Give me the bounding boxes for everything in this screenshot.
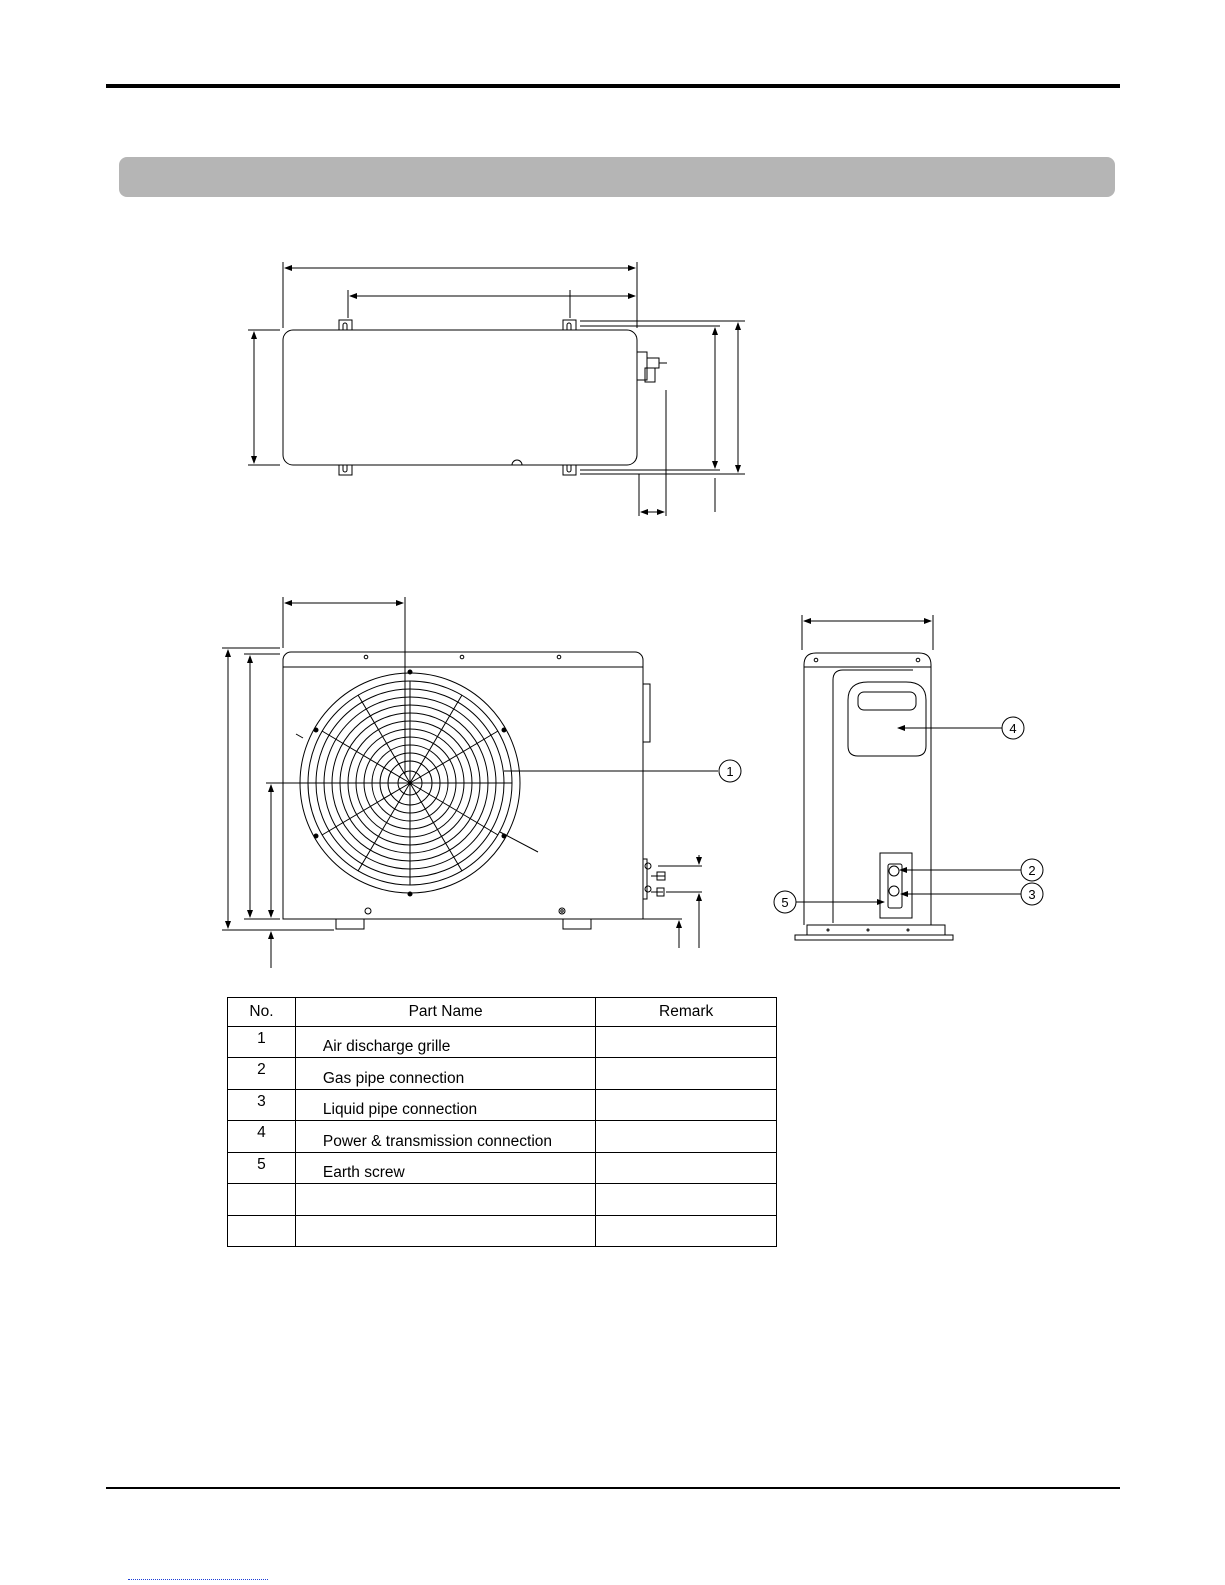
row-remark — [596, 1089, 777, 1121]
row-no: 3 — [228, 1089, 296, 1121]
callout-1-label: 1 — [726, 764, 734, 779]
row-no: 1 — [228, 1026, 296, 1058]
table-row — [228, 1121, 777, 1153]
parts-table — [227, 997, 777, 1247]
row-part-name: Power & transmission connection — [295, 1121, 595, 1153]
callout-4-label: 4 — [1009, 721, 1017, 736]
footer-rule — [106, 1487, 1120, 1489]
footer-link[interactable] — [128, 1579, 268, 1581]
row-part-name: Liquid pipe connection — [295, 1089, 595, 1121]
header-part-name: Part Name — [295, 998, 595, 1027]
row-remark — [596, 1184, 777, 1216]
table-row — [228, 1215, 777, 1247]
top-view — [248, 262, 745, 516]
table-row — [228, 1058, 777, 1090]
row-part-name: Air discharge grille — [295, 1026, 595, 1058]
row-no: 5 — [228, 1152, 296, 1184]
row-part-name: Gas pipe connection — [295, 1058, 595, 1090]
row-no — [228, 1215, 296, 1247]
table-row — [228, 1184, 777, 1216]
header-remark: Remark — [596, 998, 777, 1027]
row-remark — [596, 1121, 777, 1153]
table-row — [228, 1026, 777, 1058]
row-no — [228, 1184, 296, 1216]
row-no: 4 — [228, 1121, 296, 1153]
table-row — [228, 1089, 777, 1121]
side-view — [795, 615, 1021, 940]
callout-5-label: 5 — [781, 895, 789, 910]
callout-circles — [719, 717, 1043, 913]
callout-3-label: 3 — [1028, 887, 1036, 902]
row-part-name: Earth screw — [295, 1152, 595, 1184]
callout-2-label: 2 — [1028, 863, 1036, 878]
row-remark — [596, 1152, 777, 1184]
row-remark — [596, 1215, 777, 1247]
table-row — [228, 1152, 777, 1184]
parts-table-header — [228, 998, 777, 1027]
row-part-name — [295, 1215, 595, 1247]
row-remark — [596, 1058, 777, 1090]
row-part-name — [295, 1184, 595, 1216]
row-no: 2 — [228, 1058, 296, 1090]
header-no: No. — [228, 998, 296, 1027]
row-remark — [596, 1026, 777, 1058]
